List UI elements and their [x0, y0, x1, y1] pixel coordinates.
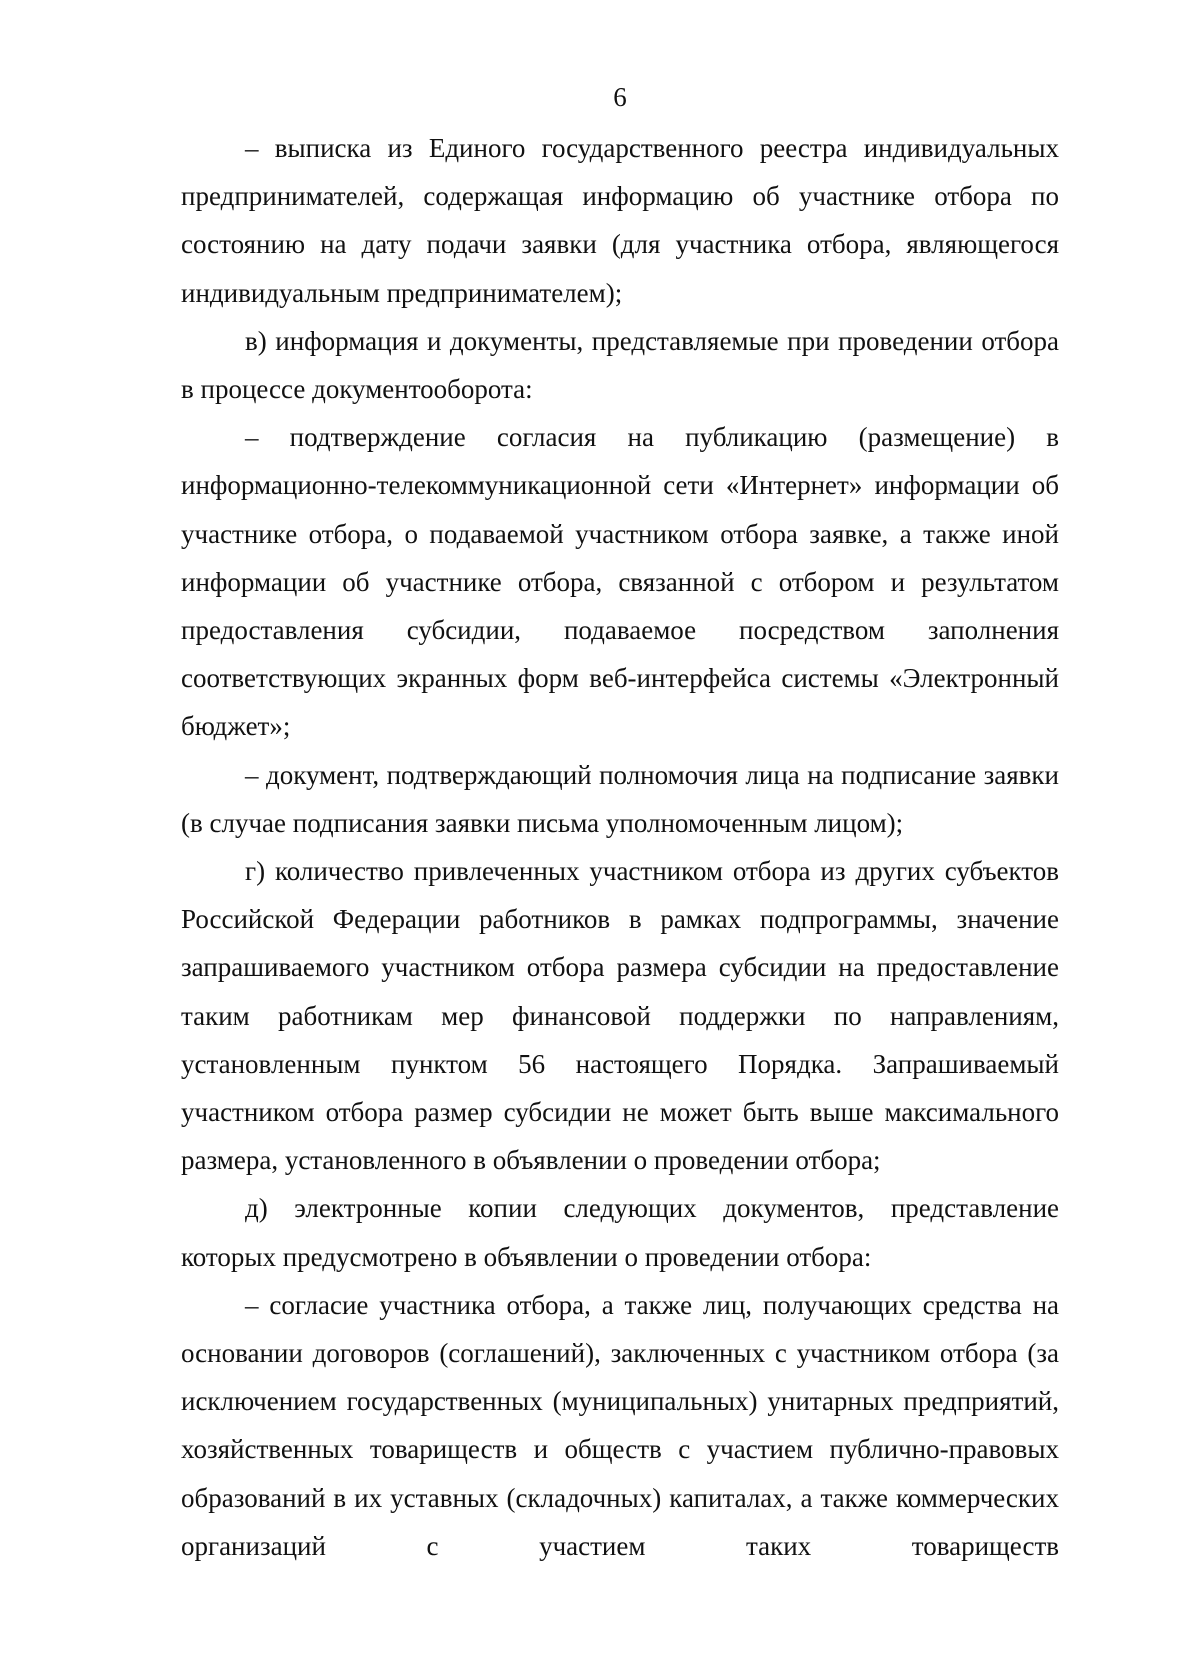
paragraph-publication-consent: – подтверждение согласия на публикацию (размещение) в информационно-телекоммуникационной сети «Интернет» информации об участнике отбора, о подаваемой участником отбора заявке, а также иной информации об участнике отбора, связанной с отбором и результатом предоставления субсидии, подаваемое посредством заполнения соответствующих экранных форм веб-интерфейса системы «Электронный бюджет»;	[181, 422, 1059, 742]
paragraph-egrip-extract: – выписка из Единого государственного реестра индивидуальных предпринимателей, содержащая информацию об участнике отбора по состоянию на дату подачи заявки (для участника отбора, являющегося индивидуальным предпринимателем);	[181, 133, 1059, 308]
paragraph-participant-consent: – согласие участника отбора, а также лиц, получающих средства на основании договоров (соглашений), заключенных с участником отбора (за исключением государственных (муниципальных) унитарных предприятий, хозяйственных товариществ и обществ с участием публично-правовых образований в их уставных (складочных) капиталах, а также коммерческих организаций с участием таких товариществ	[181, 1289, 1059, 1561]
paragraph-item-v: в) информация и документы, представляемые при проведении отбора в процессе документооборота:	[181, 325, 1059, 405]
document-body	[181, 124, 1059, 1570]
page-number: 6	[613, 82, 627, 112]
paragraph-authority-document: – документ, подтверждающий полномочия лица на подписание заявки (в случае подписания заявки письма уполномоченным лицом);	[181, 759, 1059, 838]
paragraph-item-d: д) электронные копии следующих документов, представление которых предусмотрено в объявлении о проведении отбора:	[181, 1193, 1059, 1272]
paragraph-item-g: г) количество привлеченных участником отбора из других субъектов Российской Федерации работников в рамках подпрограммы, значение запрашиваемого участником отбора размера субсидии на предоставление таким работникам мер финансовой поддержки по направлениям, установленным пунктом 56 настоящего Порядка. Запрашиваемый участником отбора размер субсидии не может быть выше максимального размера, установленного в объявлении о проведении отбора;	[181, 856, 1059, 1176]
